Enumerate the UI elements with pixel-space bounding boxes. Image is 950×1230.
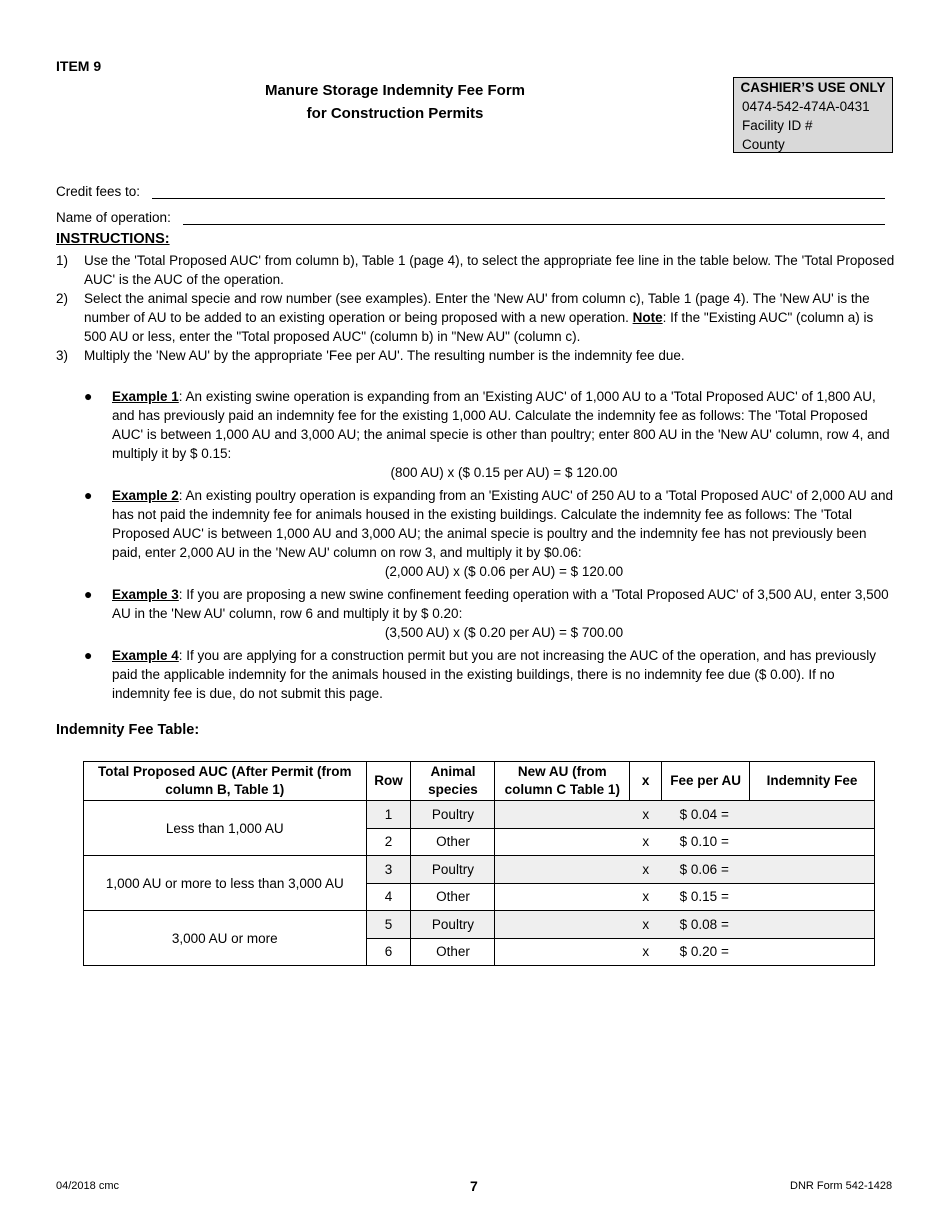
example-label: Example 3	[112, 587, 179, 602]
example-text	[112, 585, 896, 642]
species-cell: Other	[411, 828, 495, 856]
example-calc: (2,000 AU) x ($ 0.06 per AU) = $ 120.00	[384, 564, 624, 579]
example-body: : An existing poultry operation is expanding from an 'Existing AUC' of 250 AU to a 'Total Proposed AUC' of 2,000 AU and has not paid the indemnity fee for animals housed in the existing buildings. Calculate the indemnity fee as follows: The 'Total Proposed AUC' is between 1,000 AU and 3,000 AU; the animal specie is poultry and the indemnity fee has not previously been paid, enter 2,000 AU in the 'New AU' column on row 3, and multiply it by $0.06:	[112, 488, 894, 560]
instruction-number: 1)	[56, 253, 69, 268]
group-cell: 3,000 AU or more	[84, 911, 367, 966]
instruction-number: 2)	[56, 291, 69, 306]
indemnity-fee-input[interactable]	[750, 801, 875, 829]
multiply-cell: x	[630, 801, 662, 829]
credit-fees-label: Credit fees to:	[56, 184, 141, 199]
instruction-text: Use the 'Total Proposed AUC' from column b), Table 1 (page 4), to select the appropriate fee line in the table below. The 'Total Proposed AUC' is the AUC of the operation.	[84, 253, 895, 287]
example-3	[84, 585, 896, 642]
instructions-title: INSTRUCTIONS:	[56, 231, 170, 247]
instruction-text-b: : If the "Existing AUC" (column a) is 500 AU or less, enter the "Total proposed AUC" (column b) in "New AU" (column c).	[84, 310, 874, 344]
new-au-input[interactable]	[495, 828, 630, 856]
table-row	[84, 856, 875, 884]
operation-name-field[interactable]	[183, 210, 885, 225]
footer-date: 04/2018 cmc	[56, 1180, 119, 1192]
instruction-2	[56, 289, 896, 346]
cashier-facility: Facility ID #	[742, 118, 813, 133]
table-row	[84, 911, 875, 939]
header-fee-per-au: Fee per AU	[662, 762, 750, 801]
instruction-number: 3)	[56, 348, 69, 363]
example-1	[84, 387, 896, 482]
species-cell: Poultry	[411, 856, 495, 884]
group-cell: Less than 1,000 AU	[84, 801, 367, 856]
form-number: DNR Form 542-1428	[790, 1180, 893, 1192]
instruction-1	[56, 251, 896, 289]
new-au-input[interactable]	[495, 883, 630, 911]
operation-name-row	[56, 210, 885, 225]
example-body: : An existing swine operation is expanding from an 'Existing AUC' of 1,000 AU to a 'Total Proposed AUC' of 1,800 AU, and has previously paid an indemnity fee for the existing 1,000 AU. Calculate the indemnity fee as follows: The 'Total Proposed AUC' is between 1,000 AU and 3,000 AU; the animal specie is other than poultry; enter 800 AU in the 'New AU' column, row 4, and multiply it by $ 0.15:	[112, 389, 890, 461]
operation-name-label: Name of operation:	[56, 210, 171, 225]
instruction-text	[84, 289, 896, 346]
header-row: Row	[366, 762, 411, 801]
new-au-input[interactable]	[495, 856, 630, 884]
form-title-line1: Manure Storage Indemnity Fee Form	[264, 82, 526, 99]
example-text	[112, 486, 896, 581]
cashier-heading: CASHIER’S USE ONLY	[740, 80, 886, 95]
example-label: Example 1	[112, 389, 179, 404]
multiply-cell: x	[630, 938, 662, 966]
item-label: ITEM 9	[56, 58, 102, 74]
header-total-auc: Total Proposed AUC (After Permit (from column B, Table 1)	[84, 762, 367, 801]
example-calc: (800 AU) x ($ 0.15 per AU) = $ 120.00	[390, 465, 618, 480]
bullet-icon: ●	[84, 586, 93, 602]
example-text	[112, 646, 896, 703]
note-label: Note	[632, 310, 663, 325]
instruction-text: Multiply the 'New AU' by the appropriate 'Fee per AU'. The resulting number is the indemnity fee due.	[84, 348, 685, 363]
table-title: Indemnity Fee Table:	[56, 722, 200, 738]
header-x: x	[630, 762, 662, 801]
bullet-icon: ●	[84, 647, 93, 663]
indemnity-fee-input[interactable]	[750, 938, 875, 966]
row-number: 3	[366, 856, 411, 884]
row-number: 4	[366, 883, 411, 911]
fee-per-au-cell: $ 0.10 =	[662, 828, 750, 856]
instruction-3	[56, 346, 896, 365]
species-cell: Other	[411, 883, 495, 911]
example-text	[112, 387, 896, 482]
row-number: 2	[366, 828, 411, 856]
fee-per-au-cell: $ 0.08 =	[662, 911, 750, 939]
multiply-cell: x	[630, 856, 662, 884]
example-2	[84, 486, 896, 581]
multiply-cell: x	[630, 911, 662, 939]
fee-per-au-cell: $ 0.06 =	[662, 856, 750, 884]
fee-per-au-cell: $ 0.04 =	[662, 801, 750, 829]
fee-per-au-cell: $ 0.20 =	[662, 938, 750, 966]
example-4	[84, 646, 896, 703]
species-cell: Poultry	[411, 801, 495, 829]
fee-per-au-cell: $ 0.15 =	[662, 883, 750, 911]
indemnity-fee-input[interactable]	[750, 828, 875, 856]
row-number: 6	[366, 938, 411, 966]
bullet-icon: ●	[84, 388, 93, 404]
cashier-box	[733, 77, 893, 153]
example-body: : If you are applying for a construction permit but you are not increasing the AUC of the operation, and has previously paid the applicable indemnity for the animals housed in the existing buildings, there is no indemnity fee due ($ 0.00). If no indemnity fee is due, do not submit this page.	[112, 648, 876, 701]
header-indemnity-fee: Indemnity Fee	[750, 762, 875, 801]
cashier-code: 0474-542-474A-0431	[742, 99, 870, 114]
form-title-line2: for Construction Permits	[306, 105, 484, 122]
new-au-input[interactable]	[495, 911, 630, 939]
group-cell: 1,000 AU or more to less than 3,000 AU	[84, 856, 367, 911]
new-au-input[interactable]	[495, 801, 630, 829]
indemnity-fee-input[interactable]	[750, 856, 875, 884]
multiply-cell: x	[630, 883, 662, 911]
credit-fees-field[interactable]	[152, 184, 885, 199]
table-header-row	[84, 762, 875, 801]
species-cell: Poultry	[411, 911, 495, 939]
indemnity-fee-input[interactable]	[750, 911, 875, 939]
multiply-cell: x	[630, 828, 662, 856]
example-body: : If you are proposing a new swine confinement feeding operation with a 'Total Proposed AUC' of 3,500 AU, enter 3,500 AU in the 'New AU' column, row 6 and multiply it by $ 0.20:	[112, 587, 889, 621]
cashier-county: County	[742, 137, 785, 152]
page-number: 7	[470, 1178, 478, 1194]
example-label: Example 4	[112, 648, 179, 663]
credit-fees-row	[56, 184, 885, 199]
row-number: 1	[366, 801, 411, 829]
indemnity-fee-input[interactable]	[750, 883, 875, 911]
header-species: Animal species	[411, 762, 495, 801]
indemnity-fee-table	[83, 761, 875, 966]
species-cell: Other	[411, 938, 495, 966]
new-au-input[interactable]	[495, 938, 630, 966]
bullet-icon: ●	[84, 487, 93, 503]
instruction-text-a: Select the animal specie and row number (see examples). Enter the 'New AU' from column c), Table 1 (page 4). The 'New AU' is the number of AU to be added to an existing operation or being proposed with a new operation.	[84, 291, 870, 325]
example-label: Example 2	[112, 488, 179, 503]
example-calc: (3,500 AU) x ($ 0.20 per AU) = $ 700.00	[384, 625, 624, 640]
table-row	[84, 801, 875, 829]
row-number: 5	[366, 911, 411, 939]
header-new-au: New AU (from column C Table 1)	[495, 762, 630, 801]
form-title	[210, 79, 580, 125]
